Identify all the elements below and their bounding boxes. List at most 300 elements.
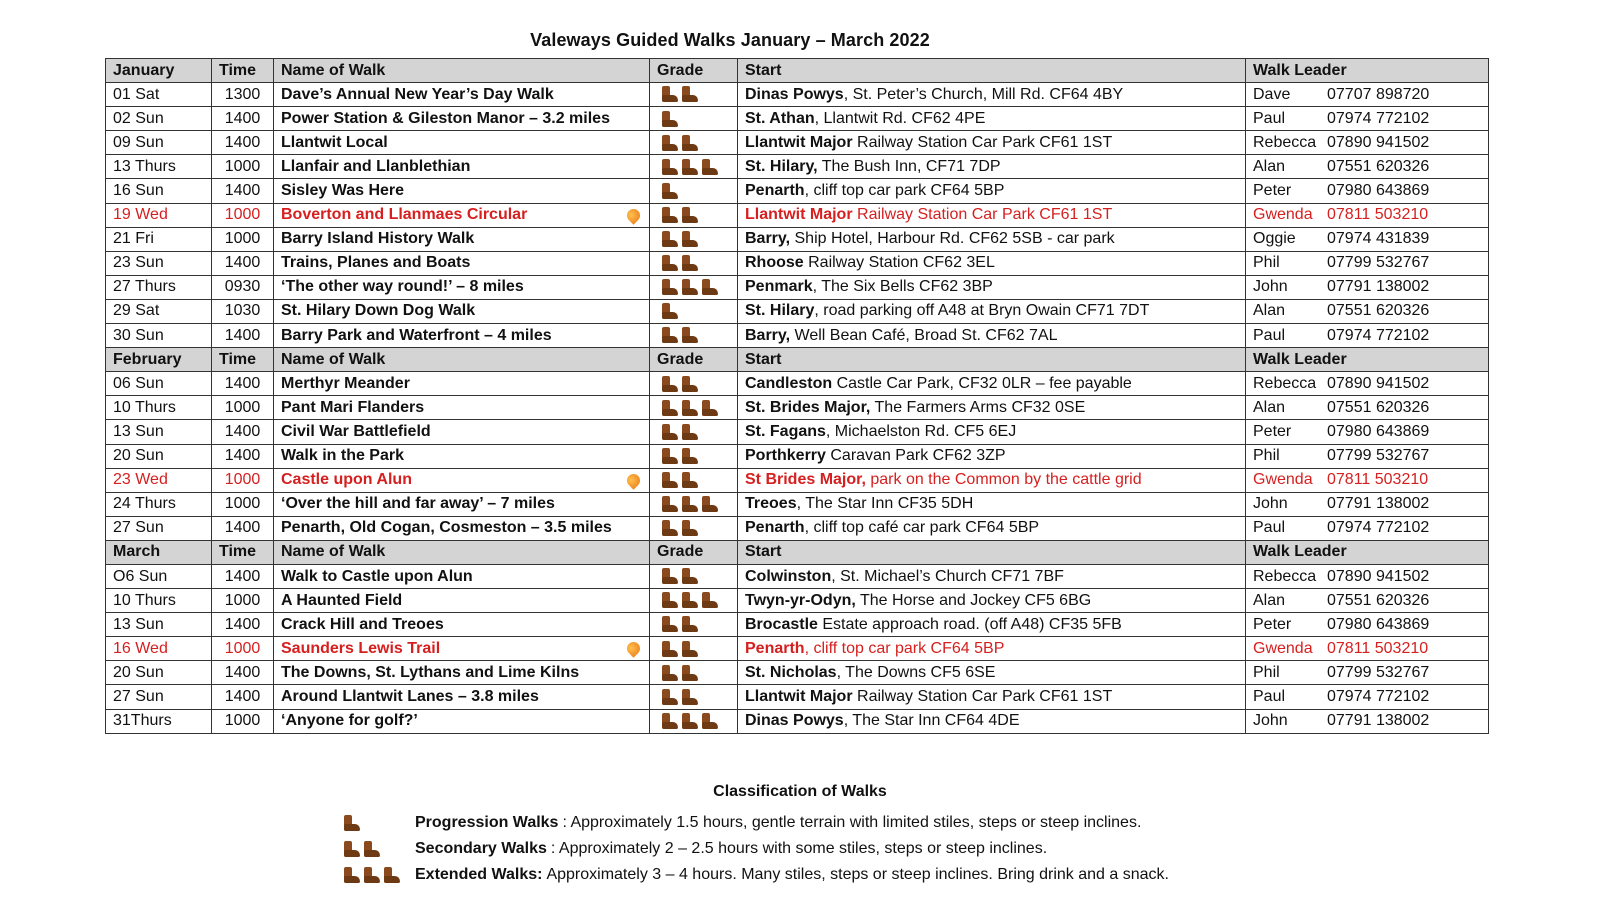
leader-name: Gwenda: [1253, 471, 1313, 489]
leader-name: Alan: [1253, 591, 1286, 609]
walk-grade: [650, 155, 738, 179]
start-detail: Ship Hotel, Harbour Rd. CF62 5SB - car park: [790, 230, 1115, 248]
leader-wrap: [1253, 445, 1481, 467]
leader-wrap: [1253, 421, 1481, 443]
boot-icon: [698, 157, 720, 177]
leader-phone: 07791 138002: [1327, 278, 1430, 296]
walk-name: The Downs, St. Lythans and Lime Kilns: [281, 663, 580, 681]
walk-start: [738, 444, 1246, 468]
walk-time: 1400: [212, 613, 274, 637]
walk-row: [106, 251, 1489, 275]
boot-icon: [658, 566, 680, 586]
walk-start: [738, 324, 1246, 348]
walk-start: [738, 155, 1246, 179]
leader-wrap: [1253, 108, 1481, 130]
walk-leader: [1246, 709, 1489, 733]
legend-item: [340, 810, 1169, 836]
walk-time: 1400: [212, 420, 274, 444]
walk-row: [106, 324, 1489, 348]
walk-name-wrap: [281, 156, 642, 178]
walk-name-cell: [274, 492, 650, 516]
boot-icon: [658, 253, 680, 273]
walk-grade: [650, 324, 738, 348]
walk-name: Llanfair and Llanblethian: [281, 157, 471, 175]
walk-name: Walk to Castle upon Alun: [281, 567, 473, 585]
leader-name: Rebecca: [1253, 133, 1317, 151]
start-location: St Brides Major,: [745, 471, 866, 489]
walk-name-cell: [274, 107, 650, 131]
start-location: Llantwit Major: [745, 687, 853, 705]
walk-start: [738, 589, 1246, 613]
walk-name-cell: [274, 275, 650, 299]
walk-time: 1400: [212, 685, 274, 709]
walk-start: [738, 468, 1246, 492]
start-detail: , The Downs CF5 6SE: [836, 663, 996, 681]
start-detail: Railway Station CF62 3EL: [803, 254, 995, 272]
header-month: January: [106, 59, 212, 83]
header-name: Name of Walk: [274, 59, 650, 83]
walk-name: Around Llantwit Lanes – 3.8 miles: [281, 687, 539, 705]
boot-icon: [678, 205, 700, 225]
walk-grade: [650, 83, 738, 107]
walk-leader: [1246, 444, 1489, 468]
walk-time: 1400: [212, 179, 274, 203]
boot-icon: [678, 325, 700, 345]
leader-name: Rebecca: [1253, 567, 1317, 585]
walk-grade: [650, 685, 738, 709]
walk-grade: [650, 613, 738, 637]
grade-boots: [658, 182, 678, 199]
leader-name: Paul: [1253, 109, 1286, 127]
walk-start: [738, 661, 1246, 685]
walk-date: 13 Sun: [106, 613, 212, 637]
walk-date: 30 Sun: [106, 324, 212, 348]
walk-leader: [1246, 468, 1489, 492]
grade-boots: [658, 278, 718, 295]
header-leader: Walk Leader: [1246, 348, 1489, 372]
boot-icon: [658, 494, 680, 514]
boot-icon: [658, 84, 680, 104]
walk-date: 27 Thurs: [106, 275, 212, 299]
legend-boot-group: [340, 840, 380, 857]
legend-item: [340, 836, 1169, 862]
walk-date: 23 Wed: [106, 468, 212, 492]
grade-boots: [658, 86, 698, 103]
walk-time: 1000: [212, 396, 274, 420]
walk-grade: [650, 275, 738, 299]
walk-time: 1030: [212, 299, 274, 323]
walk-name-cell: [274, 685, 650, 709]
walk-grade: [650, 131, 738, 155]
boot-icon: [658, 325, 680, 345]
header-start: Start: [738, 540, 1246, 564]
walk-name-wrap: [281, 84, 642, 106]
start-detail: The Bush Inn, CF71 7DP: [817, 157, 1001, 175]
leader-phone: 07799 532767: [1327, 663, 1430, 681]
walk-row: [106, 637, 1489, 661]
walk-name-cell: [274, 661, 650, 685]
leader-name: Paul: [1253, 519, 1286, 537]
map-pin-icon: [624, 206, 642, 224]
start-detail: , cliff top car park CF64 5BP: [804, 639, 1005, 657]
legend-item: [340, 862, 1169, 888]
boot-icon: [658, 157, 680, 177]
walk-row: [106, 492, 1489, 516]
leader-name: Oggie: [1253, 230, 1296, 248]
start-location: St. Athan: [745, 109, 815, 127]
walk-leader: [1246, 564, 1489, 588]
leader-wrap: [1253, 469, 1481, 491]
start-detail: , The Star Inn CF35 5DH: [796, 495, 974, 513]
leader-name: Phil: [1253, 447, 1280, 465]
leader-wrap: [1253, 638, 1481, 660]
walk-grade: [650, 661, 738, 685]
leader-phone: 07811 503210: [1327, 471, 1429, 489]
walk-name-wrap: [281, 300, 642, 322]
start-detail: Railway Station Car Park CF61 1ST: [852, 133, 1113, 151]
leader-name: Paul: [1253, 326, 1286, 344]
leader-name: Paul: [1253, 687, 1286, 705]
walk-date: 23 Sun: [106, 251, 212, 275]
grade-boots: [658, 640, 698, 657]
legend-label: Secondary Walks: [415, 840, 547, 857]
walk-name: Trains, Planes and Boats: [281, 254, 471, 272]
start-detail: park on the Common by the cattle grid: [865, 471, 1142, 489]
header-time: Time: [212, 540, 274, 564]
walk-name-cell: [274, 468, 650, 492]
boot-icon: [658, 374, 680, 394]
boot-icon: [658, 590, 680, 610]
walk-name-wrap: [281, 373, 642, 395]
header-name: Name of Walk: [274, 540, 650, 564]
walk-date: 10 Thurs: [106, 589, 212, 613]
walk-grade: [650, 203, 738, 227]
walk-date: 01 Sat: [106, 83, 212, 107]
leader-wrap: [1253, 325, 1481, 347]
boot-icon: [698, 277, 720, 297]
walk-row: [106, 564, 1489, 588]
leader-phone: 07551 620326: [1327, 591, 1430, 609]
boot-icon: [658, 446, 680, 466]
walk-name: Walk in the Park: [281, 447, 404, 465]
legend-boots: [340, 839, 415, 859]
grade-boots: [658, 399, 718, 416]
start-detail: The Farmers Arms CF32 0SE: [870, 398, 1086, 416]
grade-boots: [658, 471, 698, 488]
header-grade: Grade: [650, 348, 738, 372]
walk-name: Power Station & Gileston Manor – 3.2 miles: [281, 109, 610, 127]
start-location: Barry,: [745, 230, 791, 248]
walk-name-cell: [274, 227, 650, 251]
start-detail: , The Star Inn CF64 4DE: [843, 712, 1020, 730]
walk-name-wrap: [281, 686, 642, 708]
start-location: Brocastle: [745, 615, 818, 633]
boot-icon: [360, 839, 382, 859]
boot-icon: [678, 398, 700, 418]
header-time: Time: [212, 59, 274, 83]
boot-icon: [678, 639, 700, 659]
start-location: Penmark: [745, 278, 813, 296]
boot-icon: [678, 277, 700, 297]
leader-wrap: [1253, 204, 1481, 226]
walk-name: Castle upon Alun: [281, 471, 412, 489]
walk-time: 1000: [212, 203, 274, 227]
start-location: St. Hilary,: [745, 157, 818, 175]
start-location: Penarth: [745, 639, 805, 657]
walk-name-wrap: [281, 662, 642, 684]
walk-name-wrap: [281, 445, 642, 467]
walk-leader: [1246, 179, 1489, 203]
walk-name: Barry Park and Waterfront – 4 miles: [281, 326, 552, 344]
grade-boots: [658, 423, 698, 440]
walk-grade: [650, 468, 738, 492]
walk-date: 09 Sun: [106, 131, 212, 155]
walk-time: 1000: [212, 589, 274, 613]
walk-name-wrap: [281, 132, 642, 154]
leader-name: Rebecca: [1253, 374, 1317, 392]
leader-phone: 07799 532767: [1327, 447, 1430, 465]
walk-start: [738, 685, 1246, 709]
walk-name-cell: [274, 372, 650, 396]
walk-grade: [650, 589, 738, 613]
boot-icon: [658, 398, 680, 418]
walk-leader: [1246, 661, 1489, 685]
leader-phone: 07890 941502: [1327, 374, 1430, 392]
walk-name: Pant Mari Flanders: [281, 398, 425, 416]
start-location: Treoes: [745, 495, 797, 513]
walk-name-cell: [274, 589, 650, 613]
start-location: St. Brides Major,: [745, 398, 871, 416]
map-pin-icon: [624, 640, 642, 658]
boot-icon: [698, 590, 720, 610]
walk-time: 1400: [212, 661, 274, 685]
leader-name: Phil: [1253, 254, 1280, 272]
start-location: Rhoose: [745, 254, 804, 272]
start-detail: Estate approach road. (off A48) CF35 5FB: [817, 615, 1122, 633]
grade-boots: [658, 206, 698, 223]
walk-name-cell: [274, 155, 650, 179]
walk-start: [738, 516, 1246, 540]
boot-icon: [658, 181, 680, 201]
walk-grade: [650, 492, 738, 516]
boot-icon: [678, 422, 700, 442]
walk-time: 0930: [212, 275, 274, 299]
walk-row: [106, 468, 1489, 492]
walk-start: [738, 637, 1246, 661]
walk-time: 1400: [212, 324, 274, 348]
walk-date: 10 Thurs: [106, 396, 212, 420]
boot-icon: [678, 133, 700, 153]
legend-boots: [340, 865, 415, 885]
legend-text: Approximately 3 – 4 hours. Many stiles, steps or steep inclines. Bring drink and a snack.: [546, 866, 1169, 883]
leader-name: John: [1253, 495, 1288, 513]
walk-date: 02 Sun: [106, 107, 212, 131]
boot-icon: [678, 470, 700, 490]
boot-icon: [658, 277, 680, 297]
walk-name: ‘The other way round!’ – 8 miles: [281, 278, 524, 296]
walk-name: Dave’s Annual New Year’s Day Walk: [281, 85, 554, 103]
walk-row: [106, 444, 1489, 468]
header-start: Start: [738, 59, 1246, 83]
walk-time: 1300: [212, 83, 274, 107]
boot-icon: [658, 133, 680, 153]
walk-time: 1400: [212, 107, 274, 131]
walk-time: 1000: [212, 637, 274, 661]
grade-boots: [658, 495, 718, 512]
walk-name-cell: [274, 564, 650, 588]
boot-icon: [658, 711, 680, 731]
leader-phone: 07811 503210: [1327, 639, 1429, 657]
walk-start: [738, 613, 1246, 637]
leader-name: John: [1253, 712, 1288, 730]
boot-icon: [698, 494, 720, 514]
leader-wrap: [1253, 614, 1481, 636]
boot-icon: [658, 229, 680, 249]
walk-time: 1400: [212, 131, 274, 155]
month-header-row: [106, 540, 1489, 564]
map-pin-icon: [624, 471, 642, 489]
leader-wrap: [1253, 228, 1481, 250]
boot-icon: [658, 614, 680, 634]
grade-boots: [658, 327, 698, 344]
legend-text: : Approximately 1.5 hours, gentle terrain with limited stiles, steps or steep inclines.: [562, 814, 1142, 831]
walk-name: A Haunted Field: [281, 591, 403, 609]
walk-start: [738, 420, 1246, 444]
walk-row: [106, 131, 1489, 155]
leader-phone: 07551 620326: [1327, 302, 1430, 320]
start-location: Candleston: [745, 374, 833, 392]
start-location: Dinas Powys: [745, 712, 844, 730]
walk-time: 1000: [212, 492, 274, 516]
walk-leader: [1246, 324, 1489, 348]
walk-leader: [1246, 131, 1489, 155]
grade-boots: [658, 568, 698, 585]
grade-boots: [658, 375, 698, 392]
walk-grade: [650, 420, 738, 444]
walk-start: [738, 251, 1246, 275]
leader-name: Peter: [1253, 615, 1292, 633]
walk-leader: [1246, 516, 1489, 540]
walk-name-wrap: [281, 397, 642, 419]
walk-start: [738, 492, 1246, 516]
leader-name: Gwenda: [1253, 639, 1313, 657]
walk-name-cell: [274, 709, 650, 733]
leader-phone: 07811 503210: [1327, 206, 1429, 224]
leader-name: Peter: [1253, 422, 1292, 440]
walk-row: [106, 299, 1489, 323]
walk-start: [738, 564, 1246, 588]
walk-name-wrap: [281, 276, 642, 298]
start-detail: Well Bean Café, Broad St. CF62 7AL: [790, 326, 1058, 344]
walk-start: [738, 227, 1246, 251]
walk-start: [738, 203, 1246, 227]
walk-name-cell: [274, 613, 650, 637]
walk-name-wrap: [281, 614, 642, 636]
walk-name-wrap: [281, 421, 642, 443]
walk-time: 1000: [212, 155, 274, 179]
leader-phone: 07791 138002: [1327, 495, 1430, 513]
legend-boot-group: [340, 814, 360, 831]
walk-name: Saunders Lewis Trail: [281, 639, 441, 657]
walk-name-wrap: [281, 493, 642, 515]
header-grade: Grade: [650, 540, 738, 564]
walk-name-cell: [274, 324, 650, 348]
start-detail: , St. Michael’s Church CF71 7BF: [831, 567, 1064, 585]
walk-date: 27 Sun: [106, 685, 212, 709]
walk-grade: [650, 709, 738, 733]
start-location: Barry,: [745, 326, 791, 344]
boot-icon: [678, 566, 700, 586]
leader-name: Alan: [1253, 398, 1286, 416]
grade-boots: [658, 688, 698, 705]
walk-row: [106, 275, 1489, 299]
walk-grade: [650, 564, 738, 588]
legend-label: Extended Walks:: [415, 866, 543, 883]
walk-row: [106, 227, 1489, 251]
boot-icon: [678, 494, 700, 514]
start-location: St. Nicholas: [745, 663, 837, 681]
walk-name-cell: [274, 83, 650, 107]
start-location: Twyn-yr-Odyn,: [745, 591, 856, 609]
start-detail: Railway Station Car Park CF61 1ST: [852, 687, 1113, 705]
walk-leader: [1246, 420, 1489, 444]
walk-time: 1400: [212, 516, 274, 540]
walk-name: Boverton and Llanmaes Circular: [281, 206, 528, 224]
leader-wrap: [1253, 373, 1481, 395]
walk-name-cell: [274, 203, 650, 227]
walk-start: [738, 275, 1246, 299]
boot-icon: [678, 253, 700, 273]
leader-phone: 07980 643869: [1327, 615, 1430, 633]
leader-phone: 07890 941502: [1327, 133, 1430, 151]
legend-label: Progression Walks: [415, 814, 559, 831]
walk-leader: [1246, 589, 1489, 613]
walk-grade: [650, 516, 738, 540]
walk-name-cell: [274, 420, 650, 444]
walk-leader: [1246, 275, 1489, 299]
header-grade: Grade: [650, 59, 738, 83]
leader-wrap: [1253, 566, 1481, 588]
walk-row: [106, 613, 1489, 637]
grade-boots: [658, 254, 698, 271]
walk-date: 13 Sun: [106, 420, 212, 444]
header-time: Time: [212, 348, 274, 372]
walk-row: [106, 516, 1489, 540]
walk-name: Crack Hill and Treoes: [281, 615, 444, 633]
walk-name: St. Hilary Down Dog Walk: [281, 302, 476, 320]
walk-start: [738, 179, 1246, 203]
leader-wrap: [1253, 710, 1481, 732]
walk-time: 1400: [212, 564, 274, 588]
walk-leader: [1246, 637, 1489, 661]
grade-boots: [658, 592, 718, 609]
leader-wrap: [1253, 686, 1481, 708]
start-location: Porthkerry: [745, 447, 826, 465]
leader-phone: 07980 643869: [1327, 422, 1430, 440]
leader-name: Peter: [1253, 182, 1292, 200]
boot-icon: [380, 865, 402, 885]
walk-start: [738, 107, 1246, 131]
walk-name-cell: [274, 251, 650, 275]
start-detail: The Horse and Jockey CF5 6BG: [855, 591, 1092, 609]
walk-leader: [1246, 396, 1489, 420]
walk-name-wrap: [281, 108, 642, 130]
leader-name: Alan: [1253, 302, 1286, 320]
boot-icon: [340, 813, 362, 833]
leader-name: John: [1253, 278, 1288, 296]
walk-leader: [1246, 613, 1489, 637]
leader-phone: 07791 138002: [1327, 712, 1430, 730]
